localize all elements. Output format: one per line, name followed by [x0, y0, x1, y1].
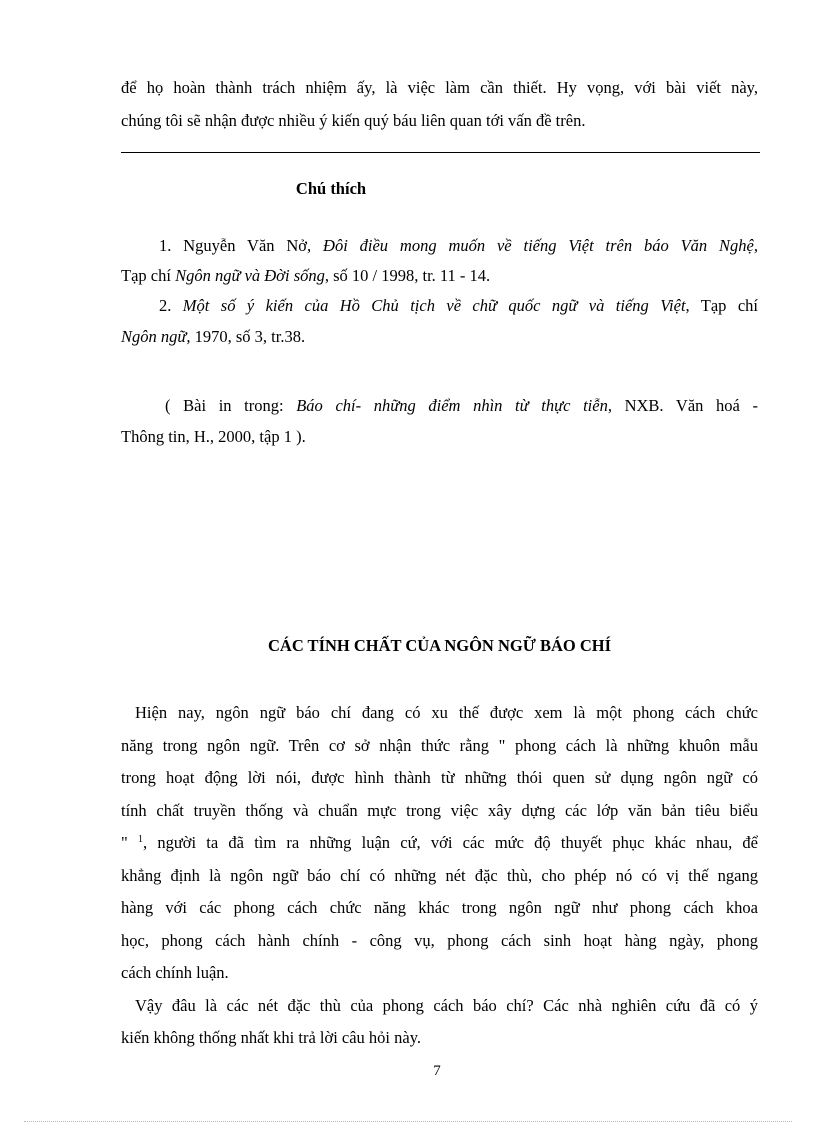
footnote-2-number: 2. — [159, 296, 183, 315]
footnote-1-journal-prefix: Tạp chí — [121, 266, 176, 285]
paragraph-2-line-1: Vậy đâu là các nét đặc thù của phong cách báo chí? Các nhà nghiên cứu đã có ý — [135, 996, 758, 1015]
separator-rule — [121, 152, 760, 153]
footnote-1-line-2 — [121, 266, 758, 286]
paragraph-1-line-9: cách chính luận. — [121, 963, 229, 982]
source-book-title: Báo chí- những điểm nhìn từ thực tiễn — [296, 396, 608, 415]
footnote-1-journal: Ngôn ngữ và Đời sống — [175, 266, 325, 285]
page-bottom-dotted-border — [24, 1121, 792, 1122]
intro-line-2: chúng tôi sẽ nhận được nhiều ý kiến quý báu liên quan tới vấn đề trên. — [121, 111, 586, 130]
footnote-1-line-1 — [159, 236, 758, 256]
footnote-1-number: 1. Nguyễn Văn Nở, — [159, 236, 324, 255]
notes-heading: Chú thích — [295, 179, 367, 198]
footnote-2-line-2 — [121, 327, 758, 347]
source-publisher: , NXB. Văn hoá - — [607, 396, 758, 415]
footnote-2-journal-prefix: , Tạp chí — [685, 296, 759, 315]
paragraph-1-line-6: khẳng định là ngôn ngữ báo chí có những nét đặc thù, cho phép nó có vị thế ngang — [121, 866, 758, 885]
paragraph-1-line-1: Hiện nay, ngôn ngữ báo chí đang có xu thế được xem là một phong cách chức — [135, 703, 758, 722]
paragraph-2-line-2: kiến không thống nhất khi trả lời câu hỏi này. — [121, 1028, 422, 1047]
paragraph-1-line-3: trong hoạt động lời nói, được hình thành từ những thói quen sử dụng ngôn ngữ có — [121, 768, 758, 787]
paragraph-1-line-8: học, phong cách hành chính - công vụ, phong cách sinh hoạt hàng ngày, phong — [121, 931, 758, 950]
paragraph-1-line-4: tính chất truyền thống và chuẩn mực trong việc xây dựng các lớp văn bản tiêu biểu — [121, 801, 758, 820]
footnote-1-title: Đôi điều mong muốn về tiếng Việt trên báo Văn Nghệ — [323, 236, 754, 255]
quote-close: " — [121, 833, 138, 852]
footnote-2-details: 1970, số 3, tr.38. — [190, 327, 306, 346]
footnote-ref-1: 1 — [137, 834, 143, 845]
footnote-2-journal: Ngôn ngữ, — [121, 327, 191, 346]
footnote-2-line-1 — [159, 296, 758, 316]
source-prefix: ( Bài in trong: — [165, 396, 297, 415]
paragraph-1-line-5 — [121, 833, 758, 853]
article-title: CÁC TÍNH CHẤT CỦA NGÔN NGỮ BÁO CHÍ — [267, 636, 612, 655]
paragraph-1-line-2: năng trong ngôn ngữ. Trên cơ sở nhận thức rằng " phong cách là những khuôn mẫu — [121, 736, 758, 755]
intro-line-1: để họ hoàn thành trách nhiệm ấy, là việc làm cần thiết. Hy vọng, với bài viết này, — [121, 78, 758, 97]
footnote-1-separator: , — [753, 236, 758, 255]
source-line-2: Thông tin, H., 2000, tập 1 ). — [121, 427, 306, 446]
footnote-1-details: , số 10 / 1998, tr. 11 - 14. — [324, 266, 491, 285]
page-number: 7 — [433, 1063, 441, 1079]
footnote-2-title: Một số ý kiến của Hồ Chủ tịch về chữ quốc ngữ và tiếng Việt — [182, 296, 686, 315]
paragraph-1-line-7: hàng với các phong cách chức năng khác trong ngôn ngữ như phong cách khoa — [121, 898, 758, 917]
paragraph-1-line-5-text: , người ta đã tìm ra những luận cứ, với các mức độ thuyết phục khác nhau, để — [142, 833, 758, 852]
source-line-1 — [165, 396, 758, 416]
